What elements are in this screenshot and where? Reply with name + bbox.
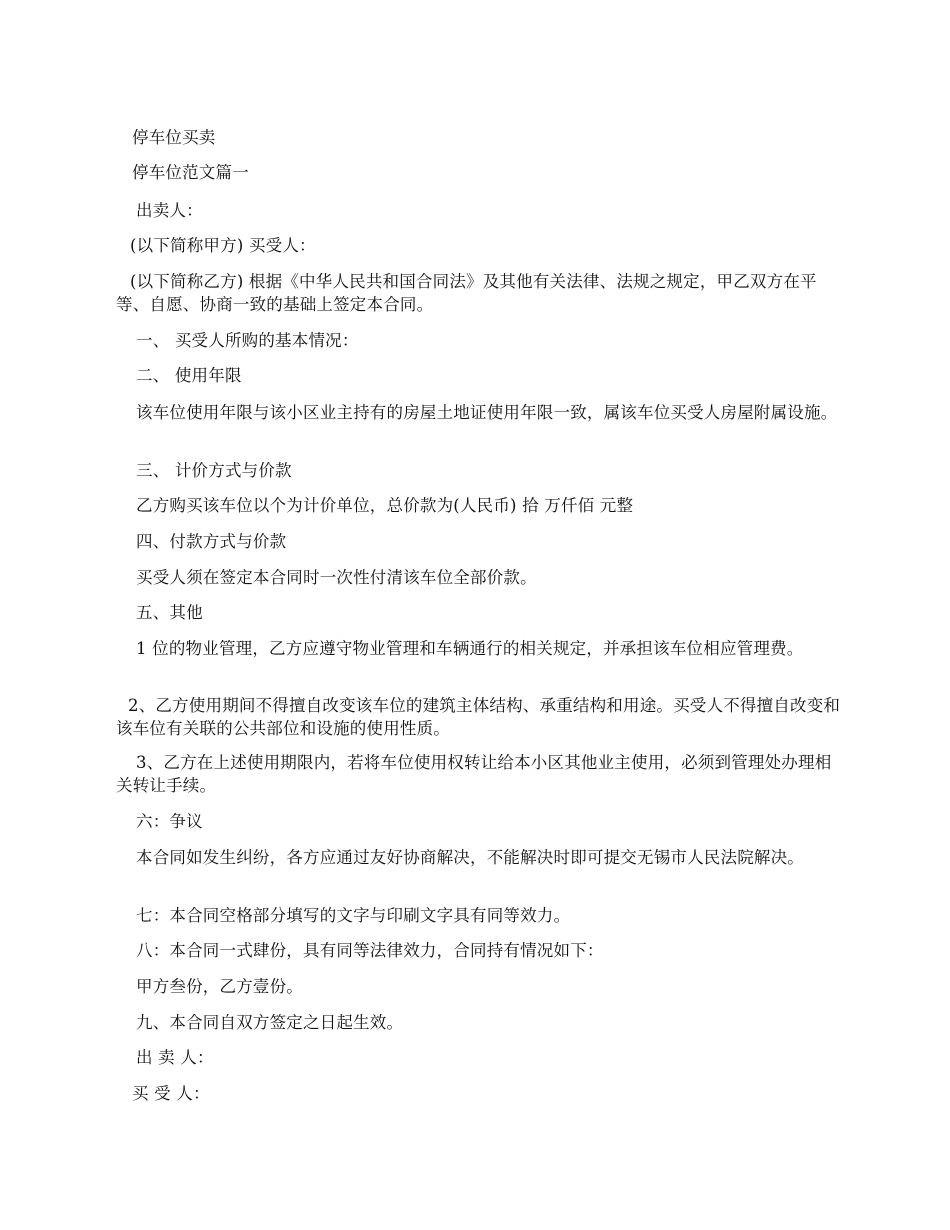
section-5-item-3: 3、乙方在上述使用期限内，若将车位使用权转让给本小区其他业主使用，必须到管理处办理相关转让手续。 [116, 753, 832, 795]
section-4-heading: 四、付款方式与价款 [136, 532, 287, 551]
seller-label: 出卖人： [136, 201, 203, 220]
signature-seller: 出 卖 人： [136, 1048, 214, 1067]
section-9: 九、本合同自双方签定之日起生效。 [136, 1013, 404, 1032]
section-6-heading: 六：争议 [136, 812, 203, 831]
section-3-heading: 三、 计价方式与价款 [136, 461, 292, 480]
signature-buyer: 买 受 人： [132, 1084, 210, 1103]
section-6-body: 本合同如发生纠纷，各方应通过友好协商解决，不能解决时即可提交无锡市人民法院解决。 [136, 848, 804, 867]
section-1-heading: 一、 买受人所购的基本情况： [136, 331, 359, 350]
section-8-detail: 甲方叁份，乙方壹份。 [136, 977, 303, 996]
party-b-paragraph: (以下简称乙方) 根据《中华人民共和国合同法》及其他有关法律、法规之规定，甲乙双方在平等、自愿、协商一致的基础上签定本合同。 [116, 272, 817, 314]
section-5-item-1: 1 位的物业管理，乙方应遵守物业管理和车辆通行的相关规定，并承担该车位相应管理费。 [136, 639, 804, 658]
section-5-item-2: 2、乙方使用期间不得擅自改变该车位的建筑主体结构、承重结构和用途。买受人不得擅自改变和该车位有关联的公共部位和设施的使用性质。 [116, 696, 841, 738]
section-3-body: 乙方购买该车位以个为计价单位，总价款为(人民币) 拾 万仟佰 元整 [136, 496, 634, 515]
section-5-heading: 五、其他 [136, 603, 203, 622]
section-4-body: 买受人须在签定本合同时一次性付清该车位全部价款。 [136, 568, 537, 587]
section-2-heading: 二、 使用年限 [136, 366, 242, 385]
section-2-body: 该车位使用年限与该小区业主持有的房屋土地证使用年限一致，属该车位买受人房屋附属设施。 [136, 403, 838, 422]
document-subtitle: 停车位范文篇一 [132, 163, 249, 182]
party-a-line: (以下简称甲方) 买受人： [130, 236, 316, 255]
section-8: 八：本合同一式肆份，具有同等法律效力，合同持有情况如下： [136, 941, 604, 960]
section-7: 七：本合同空格部分填写的文字与印刷文字具有同等效力。 [136, 906, 571, 925]
document-title: 停车位买卖 [132, 128, 216, 147]
